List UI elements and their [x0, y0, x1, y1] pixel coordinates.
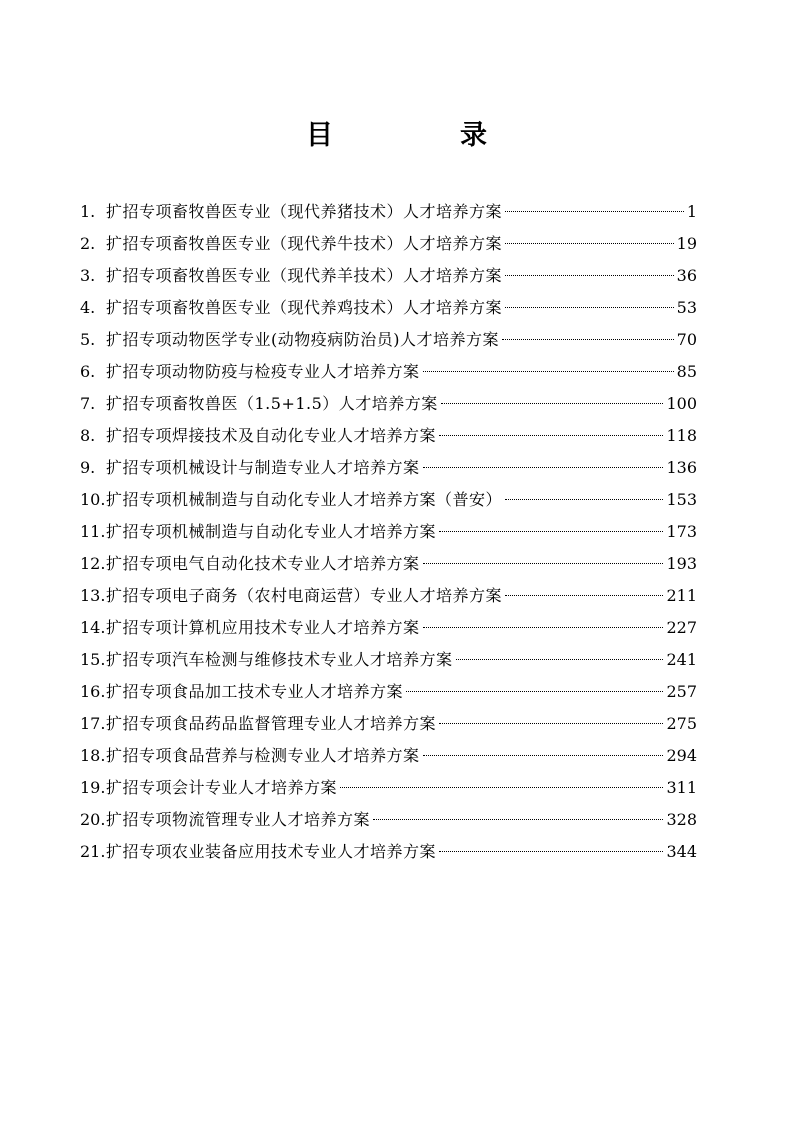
toc-dot-leader	[505, 499, 663, 500]
toc-entry-title: 扩招专项畜牧兽医专业（现代养牛技术）人才培养方案	[106, 234, 503, 253]
toc-entry-title: 扩招专项焊接技术及自动化专业人才培养方案	[106, 426, 437, 445]
toc-entry-page: 211	[666, 586, 697, 605]
toc-entry-number: 13.	[80, 586, 106, 605]
toc-entry-number: 14.	[80, 618, 106, 637]
toc-entry-title: 扩招专项畜牧兽医专业（现代养羊技术）人才培养方案	[106, 266, 503, 285]
toc-dot-leader	[423, 467, 664, 468]
toc-entry[interactable]	[80, 804, 697, 836]
toc-entry[interactable]	[80, 324, 697, 356]
toc-entry[interactable]	[80, 740, 697, 772]
toc-dot-leader	[423, 627, 664, 628]
toc-entry[interactable]	[80, 484, 697, 516]
toc-entry[interactable]	[80, 836, 697, 868]
toc-entry-title: 扩招专项机械制造与自动化专业人才培养方案（普安）	[106, 490, 503, 509]
toc-entry-page: 344	[666, 842, 697, 861]
toc-entry-title: 扩招专项农业装备应用技术专业人才培养方案	[106, 842, 437, 861]
toc-entry-page: 70	[676, 330, 697, 349]
toc-entry[interactable]	[80, 644, 697, 676]
toc-dot-leader	[505, 243, 674, 244]
toc-entry[interactable]	[80, 676, 697, 708]
table-of-contents	[80, 196, 697, 868]
toc-entry-title: 扩招专项机械制造与自动化专业人才培养方案	[106, 522, 437, 541]
toc-entry-page: 173	[666, 522, 697, 541]
toc-dot-leader	[502, 339, 674, 340]
toc-entry-title: 扩招专项电子商务（农村电商运营）专业人才培养方案	[106, 586, 503, 605]
toc-entry-page: 153	[666, 490, 697, 509]
toc-entry[interactable]	[80, 612, 697, 644]
toc-entry-title: 扩招专项会计专业人才培养方案	[106, 778, 338, 797]
toc-entry-number: 5.	[80, 330, 96, 349]
toc-entry-page: 19	[676, 234, 697, 253]
toc-entry[interactable]	[80, 228, 697, 260]
toc-dot-leader	[456, 659, 664, 660]
toc-entry-number: 1.	[80, 202, 96, 221]
toc-entry-page: 118	[666, 426, 697, 445]
toc-entry-number: 8.	[80, 426, 96, 445]
toc-entry-page: 53	[676, 298, 697, 317]
toc-entry[interactable]	[80, 772, 697, 804]
toc-dot-leader	[439, 435, 663, 436]
toc-entry-title: 扩招专项机械设计与制造专业人才培养方案	[106, 458, 420, 477]
toc-title: 目 录	[306, 120, 537, 151]
toc-entry-number: 2.	[80, 234, 96, 253]
toc-entry-number: 16.	[80, 682, 106, 701]
toc-entry-page: 328	[666, 810, 697, 829]
toc-entry-number: 3.	[80, 266, 96, 285]
toc-entry[interactable]	[80, 548, 697, 580]
toc-entry-title: 扩招专项动物防疫与检疫专业人才培养方案	[106, 362, 420, 381]
toc-entry-number: 21.	[80, 842, 106, 861]
toc-entry[interactable]	[80, 708, 697, 740]
toc-entry-number: 12.	[80, 554, 106, 573]
toc-dot-leader	[423, 755, 664, 756]
toc-entry-number: 4.	[80, 298, 96, 317]
toc-dot-leader	[406, 691, 663, 692]
toc-entry-number: 7.	[80, 394, 96, 413]
toc-entry-title: 扩招专项畜牧兽医专业（现代养猪技术）人才培养方案	[106, 202, 503, 221]
toc-dot-leader	[505, 211, 684, 212]
toc-dot-leader	[505, 307, 674, 308]
toc-entry-page: 136	[666, 458, 697, 477]
toc-entry-number: 20.	[80, 810, 106, 829]
toc-entry-number: 11.	[80, 522, 106, 541]
toc-entry-page: 1	[686, 202, 697, 221]
toc-entry-number: 17.	[80, 714, 106, 733]
toc-entry-title: 扩招专项食品营养与检测专业人才培养方案	[106, 746, 420, 765]
toc-dot-leader	[441, 403, 664, 404]
toc-entry[interactable]	[80, 196, 697, 228]
toc-entry-title: 扩招专项畜牧兽医（1.5+1.5）人才培养方案	[106, 394, 438, 413]
toc-entry-title: 扩招专项物流管理专业人才培养方案	[106, 810, 371, 829]
toc-dot-leader	[439, 851, 663, 852]
toc-dot-leader	[505, 275, 674, 276]
toc-dot-leader	[439, 531, 663, 532]
toc-entry-page: 100	[666, 394, 697, 413]
toc-entry-number: 10.	[80, 490, 106, 509]
toc-dot-leader	[423, 371, 674, 372]
toc-entry-page: 257	[666, 682, 697, 701]
toc-entry-title: 扩招专项电气自动化技术专业人才培养方案	[106, 554, 420, 573]
toc-entry-page: 311	[666, 778, 697, 797]
toc-entry-page: 227	[666, 618, 697, 637]
toc-entry-title: 扩招专项汽车检测与维修技术专业人才培养方案	[106, 650, 453, 669]
toc-entry-number: 6.	[80, 362, 96, 381]
toc-entry-number: 18.	[80, 746, 106, 765]
toc-entry-page: 193	[666, 554, 697, 573]
toc-entry[interactable]	[80, 356, 697, 388]
toc-entry-title: 扩招专项畜牧兽医专业（现代养鸡技术）人才培养方案	[106, 298, 503, 317]
toc-entry[interactable]	[80, 516, 697, 548]
toc-entry-page: 36	[676, 266, 697, 285]
toc-entry-title: 扩招专项食品药品监督管理专业人才培养方案	[106, 714, 437, 733]
toc-entry-page: 241	[666, 650, 697, 669]
toc-entry-page: 85	[676, 362, 697, 381]
toc-dot-leader	[340, 787, 663, 788]
toc-entry-title: 扩招专项食品加工技术专业人才培养方案	[106, 682, 404, 701]
toc-entry[interactable]	[80, 420, 697, 452]
toc-entry-number: 19.	[80, 778, 106, 797]
toc-entry-page: 294	[666, 746, 697, 765]
toc-dot-leader	[439, 723, 663, 724]
toc-entry[interactable]	[80, 260, 697, 292]
toc-dot-leader	[423, 563, 664, 564]
toc-entry[interactable]	[80, 388, 697, 420]
toc-entry[interactable]	[80, 452, 697, 484]
toc-entry-number: 15.	[80, 650, 106, 669]
toc-entry-title: 扩招专项动物医学专业(动物疫病防治员)人才培养方案	[106, 330, 499, 349]
toc-dot-leader	[505, 595, 663, 596]
toc-entry[interactable]	[80, 292, 697, 324]
toc-entry-page: 275	[666, 714, 697, 733]
toc-entry-number: 9.	[80, 458, 96, 477]
toc-dot-leader	[373, 819, 663, 820]
toc-entry-title: 扩招专项计算机应用技术专业人才培养方案	[106, 618, 420, 637]
toc-entry[interactable]	[80, 580, 697, 612]
